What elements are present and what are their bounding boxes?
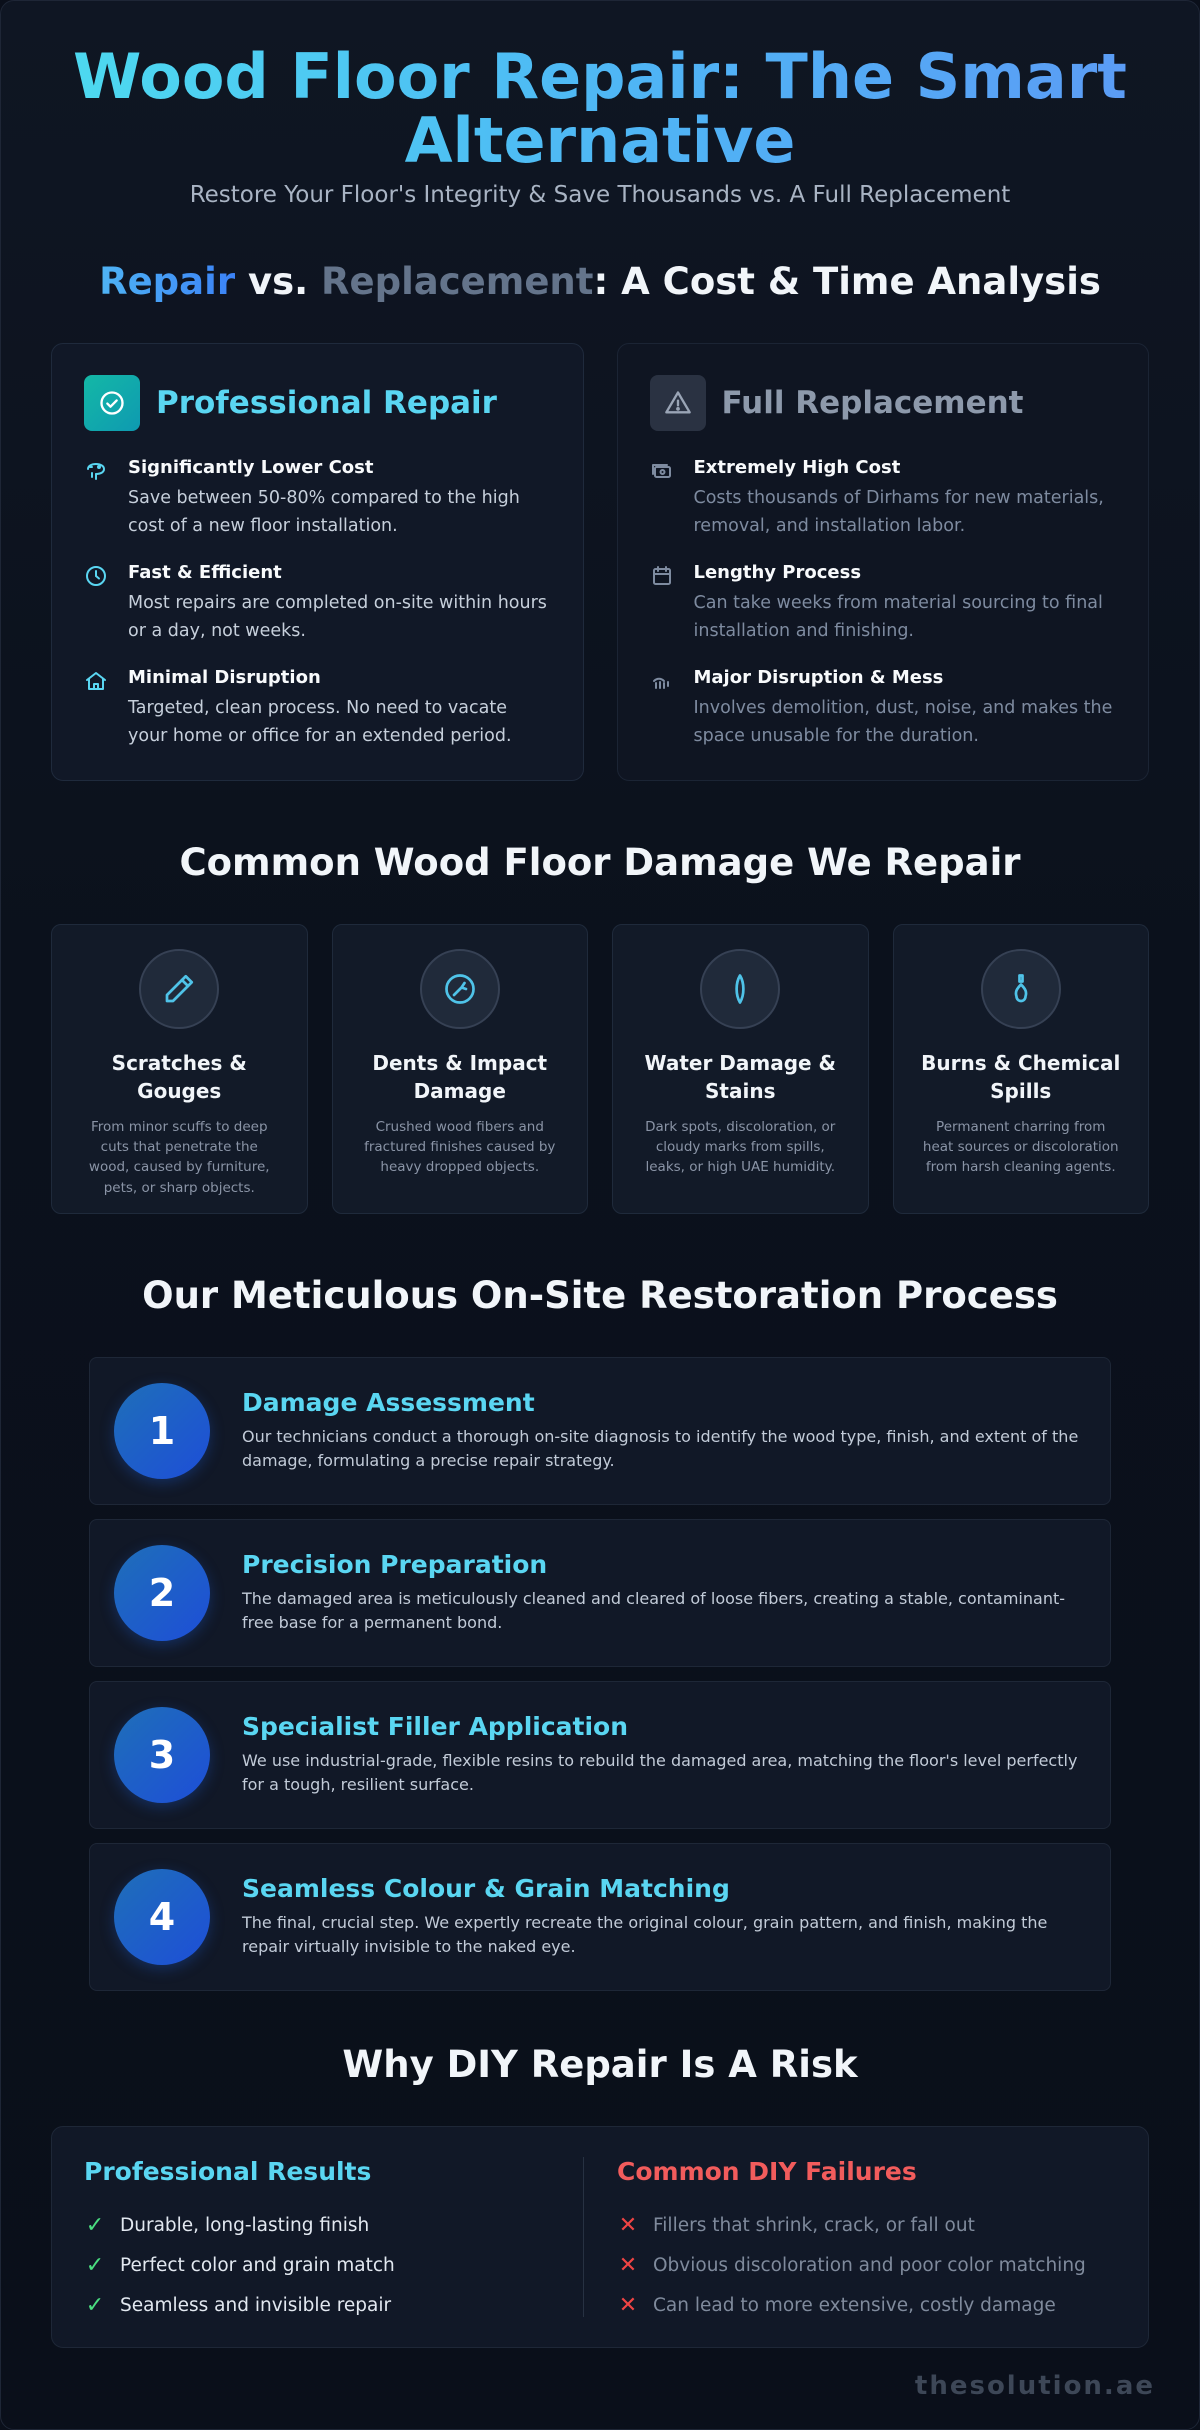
benefit-name: Minimal Disruption xyxy=(128,666,321,688)
drawback-name: Extremely High Cost xyxy=(693,456,901,478)
check-icon: ✓ xyxy=(85,2293,105,2319)
diy-failures-title: Common DIY Failures xyxy=(617,2156,917,2186)
comparison-title-repair: Repair xyxy=(99,259,236,303)
list-item-text: Seamless and invisible repair xyxy=(120,2295,392,2317)
drawback-description: Can take weeks from material sourcing to final installation and finishing. xyxy=(693,592,1103,641)
diy-failures-column xyxy=(584,2157,1116,2317)
step-description: We use industrial-grade, flexible resins to rebuild the damaged area, matching the floor's level perfectly for a tough, resilient surface. xyxy=(242,1750,1078,1795)
step-name: Specialist Filler Application xyxy=(242,1711,629,1741)
list-item xyxy=(617,2246,1116,2286)
list-item-text: Obvious discoloration and poor color matching xyxy=(653,2255,1086,2277)
step-description: The final, crucial step. We expertly recreate the original colour, grain pattern, and finish, making the repair virtually invisible to the naked eye. xyxy=(242,1912,1048,1957)
card-header xyxy=(84,375,551,431)
drawback-description: Costs thousands of Dirhams for new materials, removal, and installation labor. xyxy=(693,487,1104,536)
cross-icon: ✕ xyxy=(618,2253,638,2279)
drawback-item xyxy=(650,457,1117,540)
professional-repair-card xyxy=(51,343,584,781)
list-item xyxy=(617,2206,1116,2246)
damage-description: From minor scuffs to deep cuts that penetrate the wood, caused by furniture, pets, or sharp objects. xyxy=(88,1118,270,1196)
check-icon: ✓ xyxy=(85,2253,105,2279)
process-step xyxy=(89,1357,1111,1505)
list-item xyxy=(84,2286,583,2326)
flame-icon xyxy=(981,949,1061,1029)
drawback-name: Lengthy Process xyxy=(693,561,862,583)
damage-cards xyxy=(1,924,1199,1214)
damage-section-title: Common Wood Floor Damage We Repair xyxy=(179,840,1021,884)
list-item xyxy=(617,2286,1116,2326)
step-description: Our technicians conduct a thorough on-site diagnosis to identify the wood type, finish, and extent of the damage, formulating a precise repair strategy. xyxy=(242,1426,1079,1471)
list-item-text: Perfect color and grain match xyxy=(120,2255,395,2277)
damage-description: Permanent charring from heat sources or discoloration from harsh cleaning agents. xyxy=(922,1118,1119,1176)
drawback-item xyxy=(650,562,1117,645)
comparison-title-rest: : A Cost & Time Analysis xyxy=(593,259,1101,303)
card-header xyxy=(650,375,1117,431)
process-step xyxy=(89,1681,1111,1829)
calendar-icon xyxy=(650,562,676,645)
list-item-text: Can lead to more extensive, costly damage xyxy=(653,2295,1056,2317)
benefit-item xyxy=(84,562,551,645)
check-icon: ✓ xyxy=(85,2213,105,2239)
process-section-title: Our Meticulous On-Site Restoration Process xyxy=(142,1273,1058,1317)
damage-card-water xyxy=(612,924,869,1214)
comparison-title-replacement: Replacement xyxy=(321,259,594,303)
full-replacement-card xyxy=(617,343,1150,781)
comparison-title xyxy=(1,260,1199,303)
step-name: Precision Preparation xyxy=(242,1549,548,1579)
money-icon xyxy=(650,457,676,540)
benefit-description: Targeted, clean process. No need to vacate your home or office for an extended period. xyxy=(128,697,512,746)
process-step xyxy=(89,1843,1111,1991)
damage-description: Dark spots, discoloration, or cloudy marks from spills, leaks, or high UAE humidity. xyxy=(645,1118,836,1176)
step-number: 3 xyxy=(114,1707,210,1803)
watermark: thesolution.ae xyxy=(914,2371,1155,2401)
benefit-item xyxy=(84,667,551,750)
dust-icon xyxy=(650,667,676,750)
drawback-item xyxy=(650,667,1117,750)
comparison-cards xyxy=(1,343,1199,781)
process-step xyxy=(89,1519,1111,1667)
step-name: Seamless Colour & Grain Matching xyxy=(242,1873,730,1903)
header xyxy=(1,1,1199,208)
list-item-text: Durable, long-lasting finish xyxy=(120,2215,370,2237)
benefit-name: Significantly Lower Cost xyxy=(128,456,374,478)
step-number: 1 xyxy=(114,1383,210,1479)
pen-icon xyxy=(139,949,219,1029)
damage-name: Burns & Chemical Spills xyxy=(921,1050,1121,1103)
impact-icon xyxy=(420,949,500,1029)
drawback-name: Major Disruption & Mess xyxy=(693,666,944,688)
comparison-title-vs: vs. xyxy=(235,259,322,303)
clock-icon xyxy=(84,562,110,645)
damage-card-dents xyxy=(332,924,589,1214)
cross-icon: ✕ xyxy=(618,2213,638,2239)
warning-icon xyxy=(650,375,706,431)
step-number: 4 xyxy=(114,1869,210,1965)
step-name: Damage Assessment xyxy=(242,1387,535,1417)
professional-results-column xyxy=(84,2157,584,2317)
list-item xyxy=(84,2206,583,2246)
step-description: The damaged area is meticulously cleaned and cleared of loose fibers, creating a stable, contaminant-free base for a permanent bond. xyxy=(242,1588,1065,1633)
card-title: Full Replacement xyxy=(721,384,1024,421)
piggy-bank-icon xyxy=(84,457,110,540)
benefit-item xyxy=(84,457,551,540)
check-circle-icon xyxy=(84,375,140,431)
list-item xyxy=(84,2246,583,2286)
diy-comparison-box xyxy=(51,2126,1149,2348)
home-icon xyxy=(84,667,110,750)
benefit-description: Save between 50-80% compared to the high cost of a new floor installation. xyxy=(128,487,520,536)
damage-name: Water Damage & Stains xyxy=(644,1050,836,1103)
damage-name: Scratches & Gouges xyxy=(111,1050,247,1103)
card-title: Professional Repair xyxy=(156,384,497,421)
drawback-description: Involves demolition, dust, noise, and makes the space unusable for the duration. xyxy=(693,697,1113,746)
benefit-name: Fast & Efficient xyxy=(128,561,282,583)
benefit-description: Most repairs are completed on-site within hours or a day, not weeks. xyxy=(128,592,547,641)
damage-card-scratches xyxy=(51,924,308,1214)
diy-section-title: Why DIY Repair Is A Risk xyxy=(342,2042,858,2086)
list-item-text: Fillers that shrink, crack, or fall out xyxy=(653,2215,975,2237)
droplet-icon xyxy=(700,949,780,1029)
process-steps xyxy=(1,1357,1199,1991)
step-number: 2 xyxy=(114,1545,210,1641)
page-title: Wood Floor Repair: The Smart Alternative xyxy=(70,45,1130,174)
cross-icon: ✕ xyxy=(618,2293,638,2319)
damage-name: Dents & Impact Damage xyxy=(372,1050,548,1103)
damage-card-burns xyxy=(893,924,1150,1214)
professional-results-title: Professional Results xyxy=(84,2156,372,2186)
damage-description: Crushed wood fibers and fractured finishes caused by heavy dropped objects. xyxy=(364,1118,556,1176)
page-subtitle: Restore Your Floor's Integrity & Save Thousands vs. A Full Replacement xyxy=(189,181,1011,208)
